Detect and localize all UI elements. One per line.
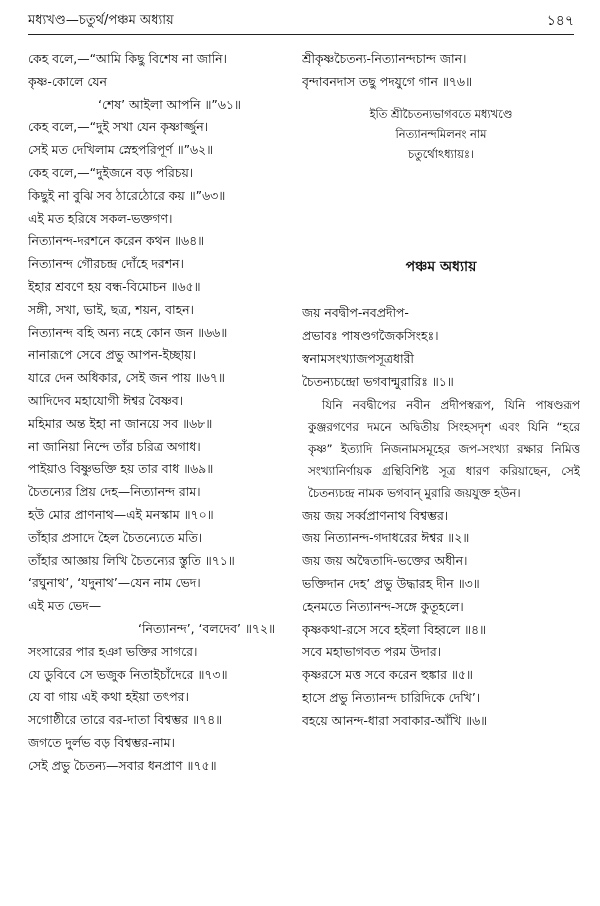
verse-line: নানারূপে সেবে প্রভু আপন-ইচ্ছায়। [28, 347, 197, 363]
verse-line: নিত্যানন্দ-দরশনে করেন কথন ॥৬৪॥ [28, 233, 205, 249]
colophon-line: ইতি শ্রীচৈতন্যভাগবতে মধ্যখণ্ডে [369, 106, 513, 121]
verse-line: কৃষ্ণরসে মত্ত সবে করেন হুঙ্কার ॥৫॥ [302, 667, 473, 683]
verse-line: ‘শেষ’ আইলা আপনি ॥”৬১॥ [98, 96, 241, 112]
running-title: মধ্যখণ্ড—চতুর্থ/পঞ্চম অধ্যায় [28, 12, 174, 28]
verse-line: সবে মহাভাগবত পরম উদার। [302, 644, 442, 660]
verse-line: মহিমার অন্ত ইহা না জানয়ে সব ॥৬৮॥ [28, 415, 213, 431]
right-column [302, 48, 580, 733]
chapter-title: পঞ্চম অধ্যায় [405, 258, 477, 275]
verse-line: যারে দেন অধিকার, সেই জন পায় ॥৬৭॥ [28, 370, 225, 386]
verse-line: নিত্যানন্দ বহি অন্য নহে কোন জন ॥৬৬॥ [28, 324, 228, 340]
verse-line: এই মত হরিষে সকল-ভক্তগণ। [28, 210, 173, 226]
verse-line: কেহ বলে,—“দুই সখা যেন কৃষ্ণার্জ্জুন। [28, 119, 209, 135]
verse-line: সঙ্গী, সখা, ভাই, ছত্র, শয়ন, বাহন। [28, 301, 194, 317]
commentary-paragraph: যিনি নবদ্বীপের নবীন প্রদীপস্বরূপ, যিনি পাষণ্ডরূপ কুঞ্জরগণের দমনে অদ্বিতীয় সিংহসদৃশ এবং যিনি “হরে কৃষ্ণ” ইত্যাদি নিজনামসমূহের জপ-সংখ্যা রক্ষার নিমিত্ত সংখ্যানির্ণায়ক গ্রন্থিবিশিষ্ট সূত্র ধারণ করিয়াছেন, সেই চৈতন্যচন্দ্র নামক ভগবান্ মুরারি জয়যুক্ত হউন। [308, 397, 580, 501]
verse-line: যে ডুবিবে সে ভজুক নিতাইচাঁদেরে ॥৭৩॥ [28, 666, 228, 682]
verse-line: কৃষ্ণ-কোলে যেন [28, 73, 107, 89]
verse-line: ‘নিত্যানন্দ’, ‘বলদেব’ ॥৭২॥ [138, 620, 275, 636]
verse-line: নিত্যানন্দ গৌরচন্দ্র দোঁহে দরশন। [28, 256, 184, 272]
verse-line: চৈতন্যের প্রিয় দেহ—নিত্যানন্দ রাম। [28, 484, 201, 500]
sanskrit-verse-line: স্বনামসংখ্যাজপসূত্রধারী [302, 350, 414, 366]
verse-line: জগতে দুর্লভ বড় বিশ্বম্ভর-নাম। [28, 734, 175, 750]
verse-line: সংসারের পার হঞা ভক্তির সাগরে। [28, 643, 198, 659]
colophon-line: নিত্যানন্দমিলনং নাম [395, 126, 487, 141]
verse-line: ‘রঘুনাথ’, ‘যদুনাথ’—যেন নাম ভেদ। [28, 575, 201, 591]
verse-line: পাইয়াও বিষ্ণুভক্তি হয় তার বাধ ॥৬৯॥ [28, 461, 214, 477]
sanskrit-verse-line: প্রভাবঃ পাষণ্ডগজৈকসিংহঃ। [302, 328, 439, 344]
verse-line: কেহ বলে,—“আমি কিছু বিশেষ না জানি। [28, 51, 227, 66]
verse-line: হাসে প্রভু নিত্যানন্দ চারিদিকে দেখি’। [302, 689, 481, 705]
verse-line: হেনমতে নিত্যানন্দ-সঙ্গে কুতূহলে। [302, 598, 464, 614]
verse-line: জয় জয় সর্ব্বপ্রাণনাথ বিশ্বম্ভর। [302, 507, 449, 523]
chapter-colophon [302, 104, 580, 164]
verse-line: যে বা গায় এই কথা হইয়া তৎপর। [28, 689, 189, 705]
left-column [28, 48, 303, 778]
verse-line: বৃন্দাবনদাস তছু পদযুগে গান ॥৭৬॥ [302, 73, 472, 89]
verse-line: শ্রীকৃষ্ণচৈতন্য-নিত্যানন্দচান্দ জান। [302, 51, 467, 66]
verse-line: না জানিয়া নিন্দে তাঁর চরিত্র অগাধ। [28, 438, 201, 454]
page-number: ১৪৭ [546, 13, 574, 29]
sanskrit-verse-line: চৈতন্যচন্দ্রো ভগবান্মুরারিঃ ॥১॥ [302, 373, 454, 389]
sanskrit-verse-line: জয় নবদ্বীপ-নবপ্রদীপ- [302, 305, 409, 321]
verse-line: সেই প্রভু চৈতন্য—সবার ধনপ্রাণ ॥৭৫॥ [28, 757, 217, 773]
verse-line: জয় নিত্যানন্দ-গদাধরের ঈশ্বর ॥২॥ [302, 530, 470, 546]
verse-line: কৃষ্ণকথা-রসে সবে হইলা বিহ্বলে ॥৪॥ [302, 621, 487, 637]
verse-line: সগোষ্ঠীরে তারে বর-দাতা বিশ্বম্ভর ॥৭৪॥ [28, 712, 223, 728]
verse-line: বহয়ে আনন্দ-ধারা সবাকার-আঁখি ॥৬॥ [302, 712, 488, 728]
verse-line: কেহ বলে,—“দুইজনে বড় পরিচয়। [28, 164, 194, 180]
page-header [28, 8, 574, 35]
verse-line: তাঁহার আজ্ঞায় লিখি চৈতন্যের স্তুতি ॥৭১॥ [28, 552, 235, 568]
verse-line: ইহার শ্রবণে হয় বন্ধ-বিমোচন ॥৬৫॥ [28, 278, 201, 294]
verse-line: আদিদেব মহাযোগী ঈশ্বর বৈষ্ণব। [28, 392, 184, 408]
verse-line: কিছুই না বুঝি সব ঠারেঠোরে কয় ॥”৬৩॥ [28, 187, 226, 203]
colophon-line: চতুর্থোঽধ্যায়ঃ। [408, 146, 474, 161]
verse-line: জয় জয় অদ্বৈতাদি-ভক্তের অধীন। [302, 553, 468, 569]
verse-line: এই মত ভেদ— [28, 598, 102, 614]
verse-line: ভক্তিদান দেহ’ প্রভু উদ্ধারহ দীন ॥৩॥ [302, 575, 480, 591]
verse-line: সেই মত দেখিলাম স্নেহপরিপূর্ণ ॥”৬২॥ [28, 142, 214, 158]
verse-line: তাঁহার প্রসাদে হৈল চৈতন্যেতে মতি। [28, 529, 203, 545]
verse-line: হউ মোর প্রাণনাথ—এই মনস্কাম ॥৭০॥ [28, 506, 214, 522]
